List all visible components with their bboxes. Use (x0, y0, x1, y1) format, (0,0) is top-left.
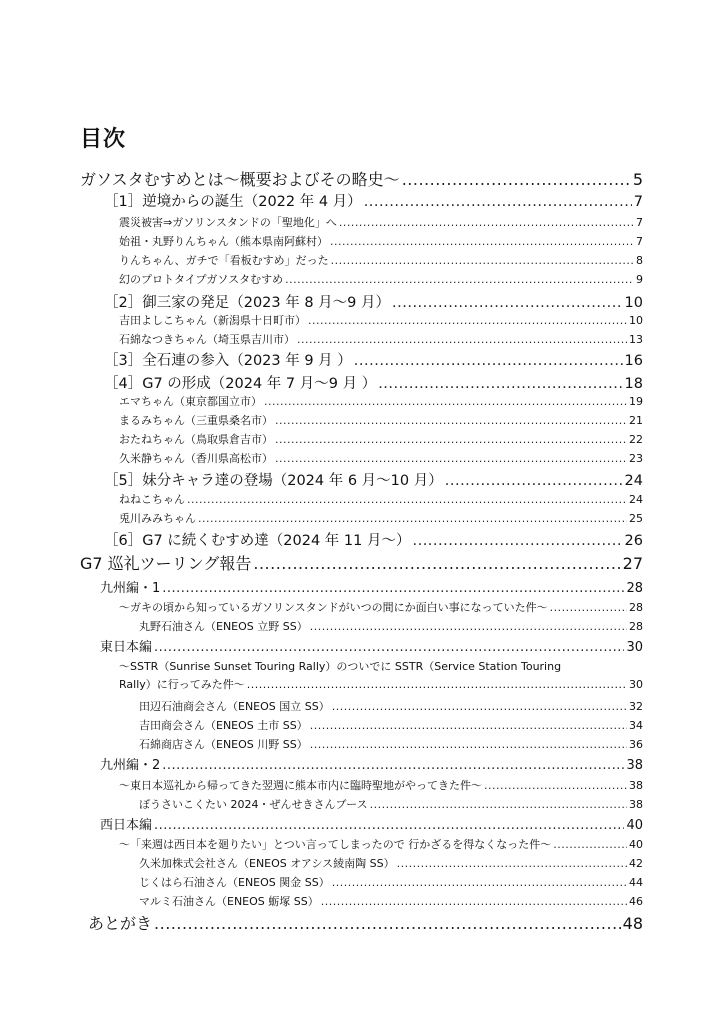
toc-entry-label: ［1］逆境からの誕生（2022 年 4 月） (104, 194, 362, 210)
toc-page-number: 10 (624, 295, 643, 311)
toc-entry-label: 震災被害⇒ガソリンスタンドの「聖地化」へ (119, 216, 337, 229)
toc-leader (370, 798, 627, 811)
toc-entry-label: 九州編・1 (100, 581, 161, 596)
toc-leader (397, 857, 627, 870)
toc-leader (308, 314, 627, 327)
toc-entry[interactable] (139, 855, 643, 871)
toc-leader (331, 254, 634, 267)
toc-entry[interactable] (119, 450, 643, 466)
toc-leader (550, 601, 627, 614)
toc-entry-label: 幻のプロトタイプガソスタむすめ (119, 273, 284, 286)
toc-entry-label: 始祖・丸野りんちゃん（熊本県南阿蘇村） (119, 235, 328, 248)
toc-page-number: 34 (629, 719, 643, 732)
toc-entry-label: ［2］御三家の発足（2023 年 8 月～9 月） (104, 295, 391, 311)
toc-entry[interactable] (104, 291, 643, 312)
toc-entry[interactable] (119, 214, 643, 230)
toc-entry[interactable] (119, 412, 643, 428)
toc-entry[interactable] (100, 814, 643, 833)
toc-leader (297, 333, 627, 346)
toc-page-number: 38 (629, 798, 643, 811)
toc-entry-label: りんちゃん、ガチで「看板むすめ」だった (119, 254, 329, 267)
toc-page-number: 48 (622, 914, 643, 933)
toc-entry[interactable] (104, 372, 643, 393)
toc-entry-label: じくはら石油さん（ENEOS 関金 SS） (139, 876, 330, 889)
toc-leader (310, 620, 627, 633)
toc-leader (310, 738, 627, 751)
toc-page-number: 26 (624, 533, 643, 549)
toc-entry[interactable] (119, 312, 643, 328)
toc-entry[interactable] (119, 271, 643, 287)
toc-entry[interactable] (104, 190, 643, 211)
toc-page-number: 30 (626, 640, 643, 655)
toc-page-number: 42 (629, 857, 643, 870)
toc-entry-label: 石綿商店さん（ENEOS 川野 SS） (139, 738, 308, 751)
toc-entry-label: 丸野石油さん（ENEOS 立野 SS） (139, 620, 308, 633)
toc-entry-label: 久米静ちゃん（香川県高松市） (119, 452, 273, 465)
toc-entry-label: G7 巡礼ツーリング報告 (80, 554, 252, 573)
toc-entry[interactable] (100, 577, 643, 596)
toc-leader (285, 273, 634, 286)
toc-entry[interactable] (80, 551, 643, 574)
toc-page-number: 24 (624, 473, 643, 489)
toc-page-number: 24 (629, 493, 643, 506)
toc-page-number: 44 (629, 876, 643, 889)
toc-entry[interactable] (119, 331, 643, 347)
toc-entry[interactable] (100, 636, 643, 655)
toc-entry-label: ～「来週は西日本を廻りたい」とつい言ってしまったので 行かざるを得なくなった件～ (119, 838, 552, 851)
toc-entry[interactable] (139, 717, 643, 733)
toc-page-number: 30 (629, 678, 643, 691)
toc-entry-label: ［3］全石連の参入（2023 年 9 月 ） (104, 353, 352, 369)
toc-entry-label: ぼうさいこくたい 2024・ぜんせきさんブース (139, 798, 368, 811)
toc-leader (330, 235, 634, 248)
toc-entry[interactable] (119, 777, 643, 793)
toc-leader (275, 433, 627, 446)
toc-page-number: 36 (629, 738, 643, 751)
toc-page-number: 8 (636, 254, 643, 267)
toc-page-number: 19 (629, 395, 643, 408)
toc-entry[interactable] (139, 618, 643, 634)
toc-entry-label: 九州編・2 (100, 758, 161, 773)
toc-entry[interactable] (139, 698, 643, 714)
toc-page-number: 18 (624, 376, 643, 392)
toc-entry[interactable] (80, 167, 643, 190)
toc-leader (253, 554, 620, 573)
toc-entry-label: ～SSTR（Sunrise Sunset Touring Rally）のついでに SSTR（Service Station Touring (119, 660, 562, 673)
toc-entry-label: ［4］G7 の形成（2024 年 7 月～9 月 ） (104, 376, 377, 392)
toc-page-number: 22 (629, 433, 643, 446)
toc-leader (484, 779, 627, 792)
toc-page-number: 7 (636, 235, 643, 248)
toc-entry[interactable] (119, 836, 643, 852)
toc-entry-label: ［5］妹分キャラ達の登場（2024 年 6 月～10 月） (104, 473, 443, 489)
toc-title: 目次 (80, 127, 127, 152)
toc-leader (354, 353, 623, 369)
toc-page-number: 25 (629, 512, 643, 525)
toc-entry-label: 東日本編 (100, 640, 153, 655)
toc-page-number: 46 (629, 895, 643, 908)
toc-leader (321, 895, 627, 908)
toc-entry[interactable] (104, 349, 643, 370)
toc-entry[interactable] (139, 736, 643, 752)
toc-leader (154, 818, 624, 833)
toc-entry-label: ねねこちゃん (119, 493, 185, 506)
toc-page-number: 28 (629, 620, 643, 633)
toc-entry[interactable] (100, 754, 643, 773)
toc-entry[interactable] (104, 529, 643, 550)
toc-leader (378, 376, 622, 392)
toc-leader (332, 876, 627, 889)
toc-entry-label: まるみちゃん（三重県桑名市） (119, 414, 273, 427)
toc-page-number: 38 (629, 779, 643, 792)
toc-entry[interactable] (119, 658, 643, 692)
toc-entry-label-continued: Rally）に行ってみた件～ (119, 678, 245, 691)
toc-page-number: 7 (636, 216, 643, 229)
toc-leader (445, 473, 623, 489)
toc-leader (392, 295, 623, 311)
toc-page-number: 28 (629, 601, 643, 614)
toc-entry[interactable] (139, 874, 643, 890)
toc-leader (310, 719, 627, 732)
toc-leader (275, 414, 627, 427)
toc-leader (339, 216, 634, 229)
toc-page-number: 40 (629, 838, 643, 851)
toc-page-number: 27 (622, 554, 643, 573)
toc-leader (412, 533, 622, 549)
toc-leader (264, 395, 627, 408)
toc-page-number: 10 (629, 314, 643, 327)
toc-entry[interactable] (139, 893, 643, 909)
toc-entry-label: エマちゃん（東京都国立市） (119, 395, 262, 408)
toc-leader (162, 758, 624, 773)
toc-page-number: 32 (629, 700, 643, 713)
toc-page-number: 40 (626, 818, 643, 833)
toc-leader (553, 838, 627, 851)
toc-entry-label: ～東日本巡礼から帰ってきた翌週に熊本市内に臨時聖地がやってきた件～ (119, 779, 482, 792)
toc-entry[interactable] (88, 911, 643, 934)
toc-page-number: 16 (624, 353, 643, 369)
toc-entry-label: 久米加株式会社さん（ENEOS オアシス綾南陶 SS） (139, 857, 395, 870)
toc-leader (247, 678, 627, 691)
toc-entry-label: 吉田よしこちゃん（新潟県十日町市） (119, 314, 306, 327)
toc-leader (154, 640, 624, 655)
toc-page-number: 5 (632, 170, 643, 189)
toc-entry[interactable] (119, 233, 643, 249)
toc-entry-label: 田辺石油商会さん（ENEOS 国立 SS） (139, 700, 330, 713)
toc-entry[interactable] (139, 796, 643, 812)
toc-entry[interactable] (104, 469, 643, 490)
toc-entry[interactable] (119, 599, 643, 615)
toc-leader (332, 700, 627, 713)
toc-page-number: 21 (629, 414, 643, 427)
toc-page-number: 13 (629, 333, 643, 346)
toc-page-number: 28 (626, 581, 643, 596)
toc-page-number: 7 (633, 194, 643, 210)
toc-entry-label: 吉田商会さん（ENEOS 土市 SS） (139, 719, 308, 732)
toc-entry[interactable] (119, 510, 643, 526)
toc-entry-label: ガソスタむすめとは～概要およびその略史～ (80, 170, 400, 189)
toc-entry-label: マルミ石油さん（ENEOS 蛎塚 SS） (139, 895, 319, 908)
toc-leader (162, 581, 624, 596)
toc-entry-label: 石綿なつきちゃん（埼玉県吉川市） (119, 333, 295, 346)
toc-entry[interactable] (119, 252, 643, 268)
toc-leader (198, 512, 627, 525)
toc-entry[interactable] (119, 393, 643, 409)
toc-entry-label: ～ガキの頃から知っているガソリンスタンドがいつの間にか面白い事になっていた件～ (119, 601, 548, 614)
toc-leader (364, 194, 632, 210)
toc-entry[interactable] (119, 491, 643, 507)
toc-entry-label: あとがき (88, 914, 153, 933)
toc-page-number: 38 (626, 758, 643, 773)
toc-leader (402, 170, 631, 189)
toc-entry[interactable] (119, 431, 643, 447)
toc-page-number: 23 (629, 452, 643, 465)
toc-entry-label: おたねちゃん（鳥取県倉吉市） (119, 433, 273, 446)
toc-entry-label: 西日本編 (100, 818, 153, 833)
toc-entry-label: ［6］G7 に続くむすめ達（2024 年 11 月～） (104, 533, 411, 549)
toc-page-number: 9 (636, 273, 643, 286)
toc-entry-label: 兎川みみちゃん (119, 512, 196, 525)
toc-leader (187, 493, 627, 506)
toc-leader (275, 452, 627, 465)
toc-leader (154, 914, 621, 933)
